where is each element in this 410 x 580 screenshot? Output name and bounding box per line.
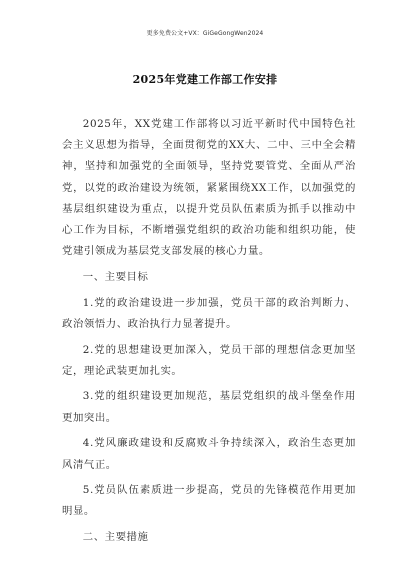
document-title: 2025年党建工作部工作安排 — [132, 73, 278, 86]
section-heading-measures: 二、主要措施 — [82, 531, 149, 544]
section-heading-goals: 一、主要目标 — [82, 270, 149, 283]
goal-item-3: 3.党的组织建设更加规范，基层党组织的战斗堡垒作用更加突出。 — [62, 390, 356, 424]
goal-item-5: 5.党员队伍素质进一步提高，党员的先锋模范作用更加明显。 — [62, 484, 356, 518]
document-body — [62, 114, 356, 553]
header-note: 更多免费公文+VX：GiGeGongWen2024 — [146, 30, 264, 37]
intro-paragraph: 2025年，XX党建工作部将以习近平新时代中国特色社会主义思想为指导，全面贯彻党的XX大、二中、三中全会精神，坚持和加强党的全面领导，坚持党要管党、全面从严治党，以党的政治建设为统领，紧紧围绕XX工作，以加强党的基层组织建设为重点，以提升党员队伍素质为抓手以推动中心工作为目标，不断增强党组织的政治功能和组织功能，使党建引领成为基层党支部发展的核心力量。 — [62, 118, 356, 258]
goal-item-1: 1.党的政治建设进一步加强，党员干部的政治判断力、政治领悟力、政治执行力显著提升。 — [62, 296, 356, 330]
goal-item-2: 2.党的思想建设更加深入，党员干部的理想信念更加坚定，理论武装更加扎实。 — [62, 343, 356, 377]
goal-item-4: 4.党风廉政建设和反腐败斗争持续深入，政治生态更加风清气正。 — [62, 437, 356, 471]
